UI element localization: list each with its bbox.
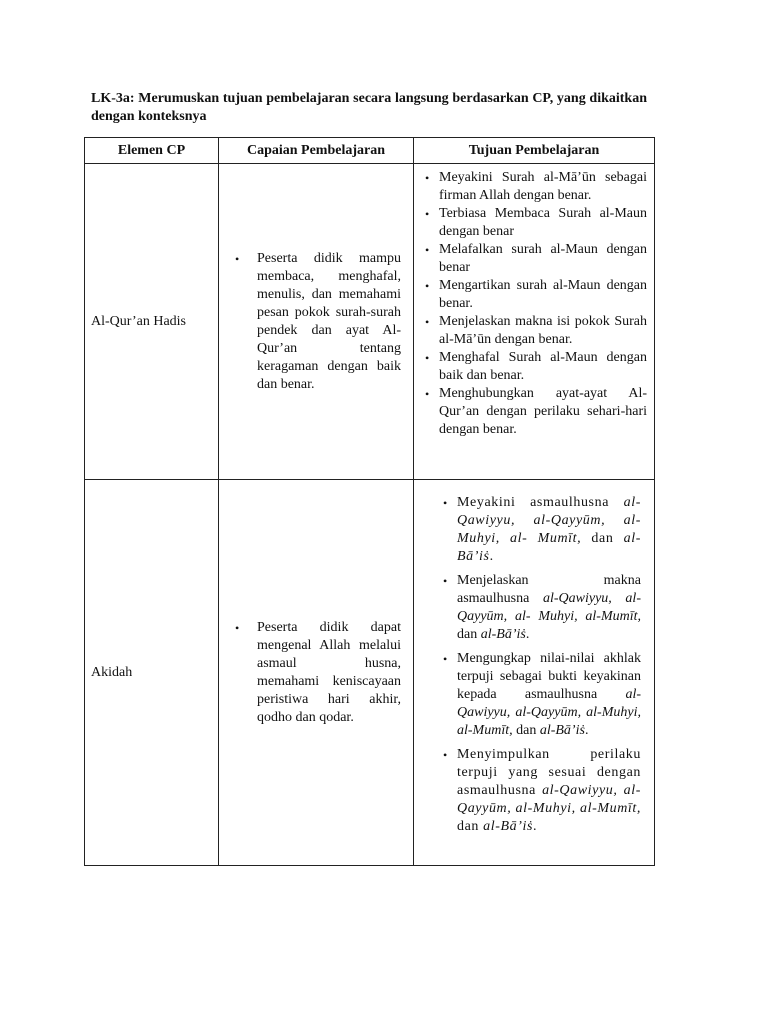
header-elemen-cp: Elemen CP — [85, 138, 219, 164]
capaian-item: • Peserta didik dapat mengenal Allah melalui asmaul husna, memahami keniscayaan peristiwa hari akhir, qodho dan qodar. — [231, 619, 401, 727]
table-row — [85, 480, 655, 866]
elemen-cell: Akidah — [85, 480, 219, 866]
tujuan-item: • Terbiasa Membaca Surah al-Maun dengan benar — [423, 205, 647, 241]
capaian-item: • Peserta didik mampu membaca, menghafal, menulis, dan memahami pesan pokok surah-surah pendek dan ayat Al-Qur’an tentang keragaman dengan baik dan benar. — [231, 250, 401, 394]
cp-table — [84, 137, 655, 866]
tujuan-item: • Meyakini Surah al-Mā’ūn sebagai firman Allah dengan benar. — [423, 169, 647, 205]
capaian-cell — [219, 480, 414, 866]
tujuan-list — [415, 481, 653, 842]
tujuan-item: • Menghubungkan ayat-ayat Al-Qur’an dengan perilaku sehari-hari dengan benar. — [423, 385, 647, 439]
tujuan-cell — [414, 164, 655, 480]
tujuan-item: • Menjelaskan makna asmaulhusna al-Qawiyyu, al-Qayyūm, al- Muhyi, al-Mumīt, dan al-Bā’iṡ. — [441, 572, 641, 644]
header-capaian: Capaian Pembelajaran — [219, 138, 414, 164]
tujuan-cell — [414, 480, 655, 866]
tujuan-item: • Menjelaskan makna isi pokok Surah al-Mā’ūn dengan benar. — [423, 313, 647, 349]
tujuan-list — [415, 165, 653, 445]
worksheet-title: LK-3a: Merumuskan tujuan pembelajaran secara langsung berdasarkan CP, yang dikaitkan dengan konteksnya — [91, 91, 647, 124]
header-tujuan: Tujuan Pembelajaran — [414, 138, 655, 164]
tujuan-item: • Mengartikan surah al-Maun dengan benar. — [423, 277, 647, 313]
tujuan-item: • Menghafal Surah al-Maun dengan baik dan benar. — [423, 349, 647, 385]
capaian-cell — [219, 164, 414, 480]
table-header-row — [85, 138, 655, 164]
table-row — [85, 164, 655, 480]
tujuan-item: • Menyimpulkan perilaku terpuji yang sesuai dengan asmaulhusna al-Qawiyyu, al-Qayyūm, al-Muhyi, al-Mumīt, dan al-Bā’iṡ. — [441, 746, 641, 836]
tujuan-item: • Meyakini asmaulhusna al-Qawiyyu, al-Qayyūm, al- Muhyi, al- Mumīt, dan al-Bā’iṡ. — [441, 494, 641, 566]
tujuan-item: • Melafalkan surah al-Maun dengan benar — [423, 241, 647, 277]
tujuan-item: • Mengungkap nilai-nilai akhlak terpuji sebagai bukti keyakinan kepada asmaulhusna al-Qawiyyu, al-Qayyūm, al-Muhyi, al-Mumīt, dan al-Bā’iṡ. — [441, 650, 641, 740]
elemen-cell: Al-Qur’an Hadis — [85, 164, 219, 480]
